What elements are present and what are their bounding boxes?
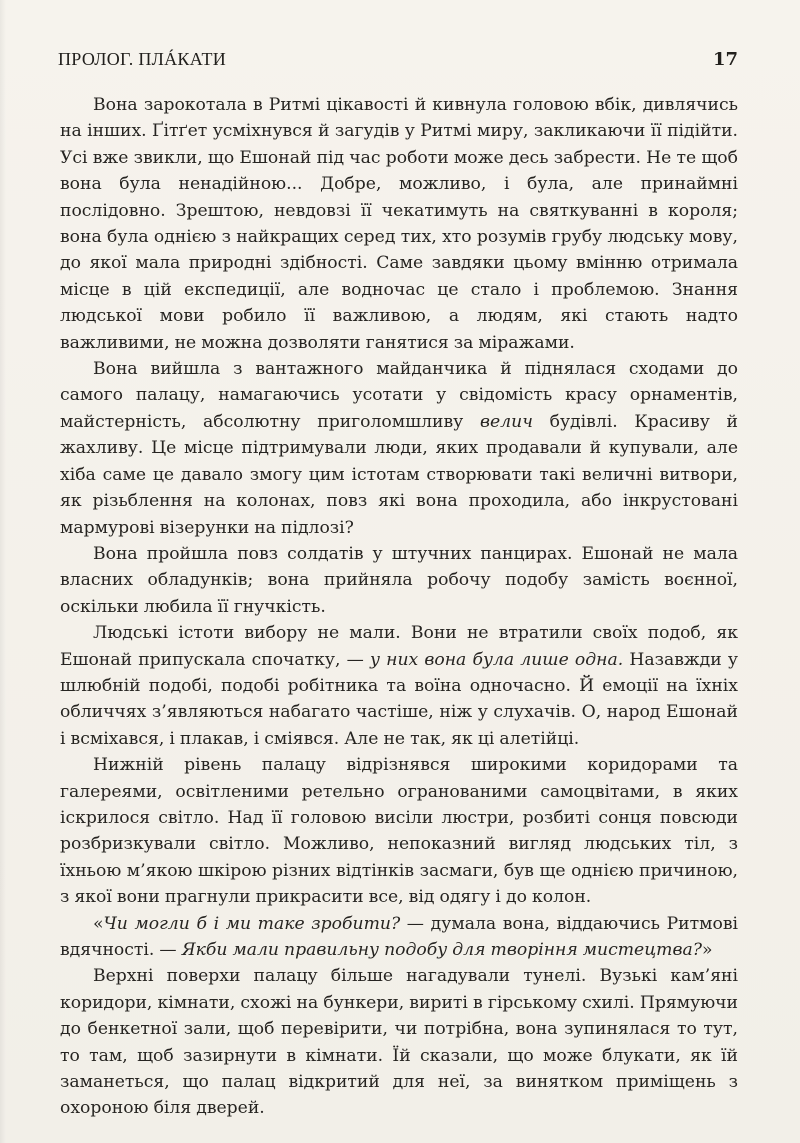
text-segment: Назавжди у шлюбній подобі, подобі робітника та воїна одночасно. Й емоції на їхніх обличчях з’являються набагато частіше, ніж у слухачів. О, народ Ешонай і всміхався, і плакав, і сміявся. Але не так, як ці алетійці. <box>60 649 738 749</box>
page-number: 17 <box>712 49 738 70</box>
italic-text-segment: Якби мали правильну подобу для творіння мистецтва? <box>181 940 702 960</box>
text-segment: Вона зарокотала в Ритмі цікавості й кивнула головою вбік, дивлячись на інших. Ґітґет усміхнувся й загудів у Ритмі миру, закликаючи її підійти. Усі вже звикли, що Ешонай під час роботи може десь забрести. Не те щоб вона була ненадійною... Добре, можливо, і була, але принаймні послідовно. Зрештою, невдовзі її чекатимуть на святкуванні в короля; вона була однією з найкращих серед тих, хто розумів грубу людську мову, до якої мала природні здібності. Саме завдяки цьому вмінню отримала місце в цій експедиції, але водночас це стало і проблемою. Знання людської мови робило її важливою, а людям, які стають надто важливими, не можна дозволяти ганятися за міражами. <box>60 95 738 353</box>
text-segment: Нижній рівень палацу відрізнявся широкими коридорами та галереями, освітленими ретельно огранованими самоцвітами, в яких іскрилося світло. Над її головою висіли люстри, розбиті сонця повсюди розбризкували світло. Можливо, непоказний вигляд людських тіл, з їхньою м’якою шкірою різних відтінків засмаги, був ще однією причиною, з якої вони прагнули прикрасити все, від одягу і до колон. <box>60 755 738 908</box>
paragraph <box>60 92 738 356</box>
text-segment: Вона пройшла повз солдатів у штучних панцирах. Ешонай не мала власних обладунків; вона прийняла робочу подобу замість воєнної, оскільки любила її гнучкість. <box>60 543 738 617</box>
text-segment: — думала вона, віддаючись Ритмові вдячності. — <box>60 913 738 960</box>
paragraph <box>60 356 738 541</box>
page-edge-shadow <box>0 0 6 1143</box>
text-segment: » <box>701 940 713 960</box>
paragraph <box>60 752 738 910</box>
text-segment: будівлі. Красиву й жахливу. Це місце підтримували люди, яких продавали й купували, але хіба саме це давало змогу цим істотам створювати такі величні витвори, як різьблення на колонах, повз які вона проходила, або інкрустовані мармурові візерунки на підлозі? <box>60 411 738 538</box>
text-segment: Людські істоти вибору не мали. Вони не втратили своїх подоб, як Ешонай припускала спочатку, — <box>60 623 738 670</box>
italic-text-segment: Чи могли б і ми таке зробити? <box>103 913 401 934</box>
paragraph <box>60 963 738 1121</box>
italic-text-segment: велич <box>480 411 533 432</box>
italic-text-segment: у них вона була лише одна. <box>370 649 624 670</box>
page-header <box>58 49 738 85</box>
text-segment: « <box>93 913 104 934</box>
paragraph <box>60 620 738 752</box>
thought-paragraph <box>60 911 738 964</box>
running-head: ПРОЛОГ. ПЛÁКАТИ <box>58 49 227 69</box>
text-segment: Вона вийшла з вантажного майданчика й піднялася сходами до самого палацу, намагаючись усотати у свідомість красу орнаментів, майстерність, абсолютну приголомшливу <box>60 359 738 432</box>
paragraph <box>60 541 738 620</box>
text-segment: Верхні поверхи палацу більше нагадували тунелі. Вузькі кам’яні коридори, кімнати, схожі на бункери, вириті в гірському схилі. Прямуючи до бенкетної зали, щоб перевірити, чи потрібна, вона зупинялася то тут, то там, щоб зазирнути в кімнати. Їй сказали, що може блукати, як їй заманеться, що палац відкритий для неї, за винятком приміщень з охороною біля дверей. <box>60 966 738 1119</box>
body-text <box>60 92 738 1122</box>
